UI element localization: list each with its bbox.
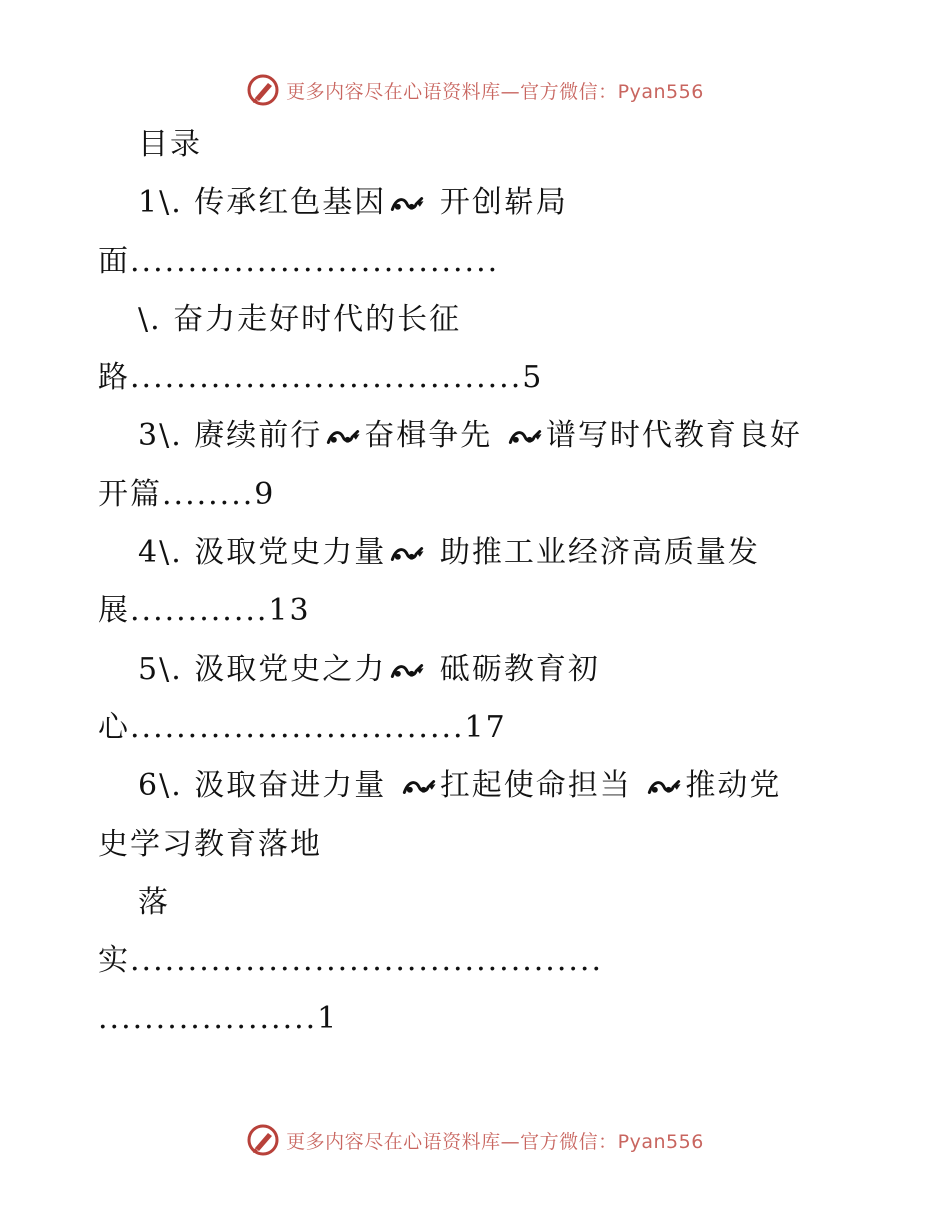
toc-entry-6-leader-2: ...................1	[98, 1001, 339, 1037]
toc-entry-3-part-a: 3\. 赓续前行	[138, 418, 323, 454]
toc-entry-5-leader: 心.............................17	[98, 709, 507, 745]
watermark-text: 更多内容尽在心语资料库—官方微信：Pyan556	[286, 1130, 704, 1153]
toc-entry-5-part-a: 5\. 汲取党史之力	[138, 651, 387, 687]
toc-entry-3-part-b: 奋楫争先	[364, 418, 504, 454]
toc-entry-2: \. 奋力走好时代的长征	[138, 301, 462, 337]
ornament-icon	[506, 426, 544, 448]
toc-entry-6-continued: 史学习教育落地	[98, 826, 322, 862]
toc-entry-6-part-b: 扛起使命担当	[439, 768, 644, 804]
toc-heading: 目录	[138, 127, 202, 162]
watermark-text: 更多内容尽在心语资料库—官方微信：Pyan556	[286, 80, 704, 103]
ornament-icon	[388, 660, 426, 682]
toc-entry-3-leader: 开篇........9	[98, 476, 276, 512]
bottom-watermark-banner	[0, 1120, 950, 1160]
toc-entry-5	[98, 641, 858, 699]
toc-entry-6-part-a: 6\. 汲取奋进力量	[138, 768, 398, 804]
ornament-icon	[388, 543, 426, 565]
toc-entry-4	[98, 524, 858, 582]
toc-entry-3	[98, 407, 858, 465]
toc-entry-6	[98, 757, 858, 815]
toc-entry-6-continued-2: 落	[138, 884, 170, 920]
toc-entry-4-leader: 展............13	[98, 593, 311, 629]
ornament-icon	[645, 776, 683, 798]
toc-entry-3-part-c: 谱写时代教育良好	[545, 418, 802, 454]
table-of-contents	[98, 116, 858, 1049]
pen-logo-icon	[246, 1123, 280, 1157]
ornament-icon	[400, 776, 438, 798]
toc-entry-4-part-a: 4\. 汲取党史力量	[138, 535, 387, 571]
toc-entry-1-part-a: 1\. 传承红色基因	[138, 185, 387, 221]
toc-entry-6-leader: 实.........................................	[98, 943, 603, 979]
ornament-icon	[324, 426, 362, 448]
toc-entry-1	[98, 174, 858, 232]
top-watermark-banner	[0, 70, 950, 110]
toc-entry-2-leader: 路..................................5	[98, 360, 544, 396]
toc-entry-1-part-b: 开创崭局	[428, 185, 568, 221]
toc-entry-4-part-b: 助推工业经济高质量发	[428, 535, 760, 571]
toc-entry-1-leader: 面................................	[98, 243, 500, 279]
toc-entry-5-part-b: 砥砺教育初	[428, 651, 600, 687]
toc-entry-6-part-c: 推动党	[685, 768, 782, 804]
pen-logo-icon	[246, 73, 280, 107]
ornament-icon	[388, 193, 426, 215]
